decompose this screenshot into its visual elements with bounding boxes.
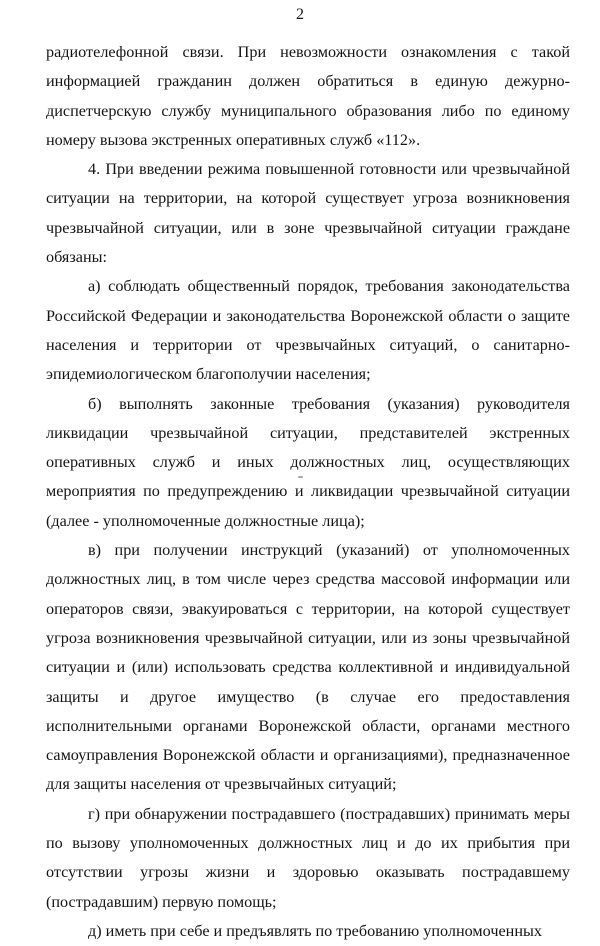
scan-speck <box>298 476 303 478</box>
document-body <box>46 38 570 946</box>
paragraph-subitem-d: д) иметь при себе и предъявлять по требованию уполномоченных <box>88 921 542 940</box>
paragraph-subitem-v: в) при получении инструкций (указаний) от уполномоченных должностных лиц, в том числе через средства массовой информации или операторов связи, эвакуироваться с территории, на которой существует угроза возникновения чрезвычайной ситуации, или из зоны чрезвычайной ситуации и (или) использовать средства коллективной и индивидуальной защиты и другое имущество (в случае его предоставления исполнительными органами Воронежской области, органами местного самоуправления Воронежской области и организациями), предназначенное для защиты населения от чрезвычайных ситуаций; <box>46 541 570 794</box>
paragraph-continuation: радиотелефонной связи. При невозможности ознакомления с такой информацией гражданин должен обратиться в единую дежурно-диспетчерскую службу муниципального образования либо по единому номеру вызова экстренных оперативных служб «112». <box>46 43 570 149</box>
paragraph-subitem-b: б) выполнять законные требования (указания) руководителя ликвидации чрезвычайной ситуации, представителей экстренных оперативных служб и иных должностных лиц, осуществляющих мероприятия по предупреждению и ликвидации чрезвычайной ситуации (далее - уполномоченные должностные лица); <box>46 394 570 530</box>
paragraph-subitem-g: г) при обнаружении пострадавшего (пострадавших) принимать меры по вызову уполномоченных должностных лиц и до их прибытия при отсутствии угрозы жизни и здоровью оказывать пострадавшему (пострадавшим) первую помощь; <box>46 804 570 911</box>
page-number: 2 <box>296 6 304 23</box>
paragraph-item-4: 4. При введении режима повышенной готовности или чрезвычайной ситуации на территории, на которой существует угроза возникновения чрезвычайной ситуации, или в зоне чрезвычайной ситуации граждане обязаны: <box>46 160 570 267</box>
paragraph-subitem-a: а) соблюдать общественный порядок, требования законодательства Российской Федерации и законодательства Воронежской области о защите населения и территории от чрезвычайных ситуаций, о санитарно-эпидемиологическом благополучии населения; <box>46 277 570 384</box>
